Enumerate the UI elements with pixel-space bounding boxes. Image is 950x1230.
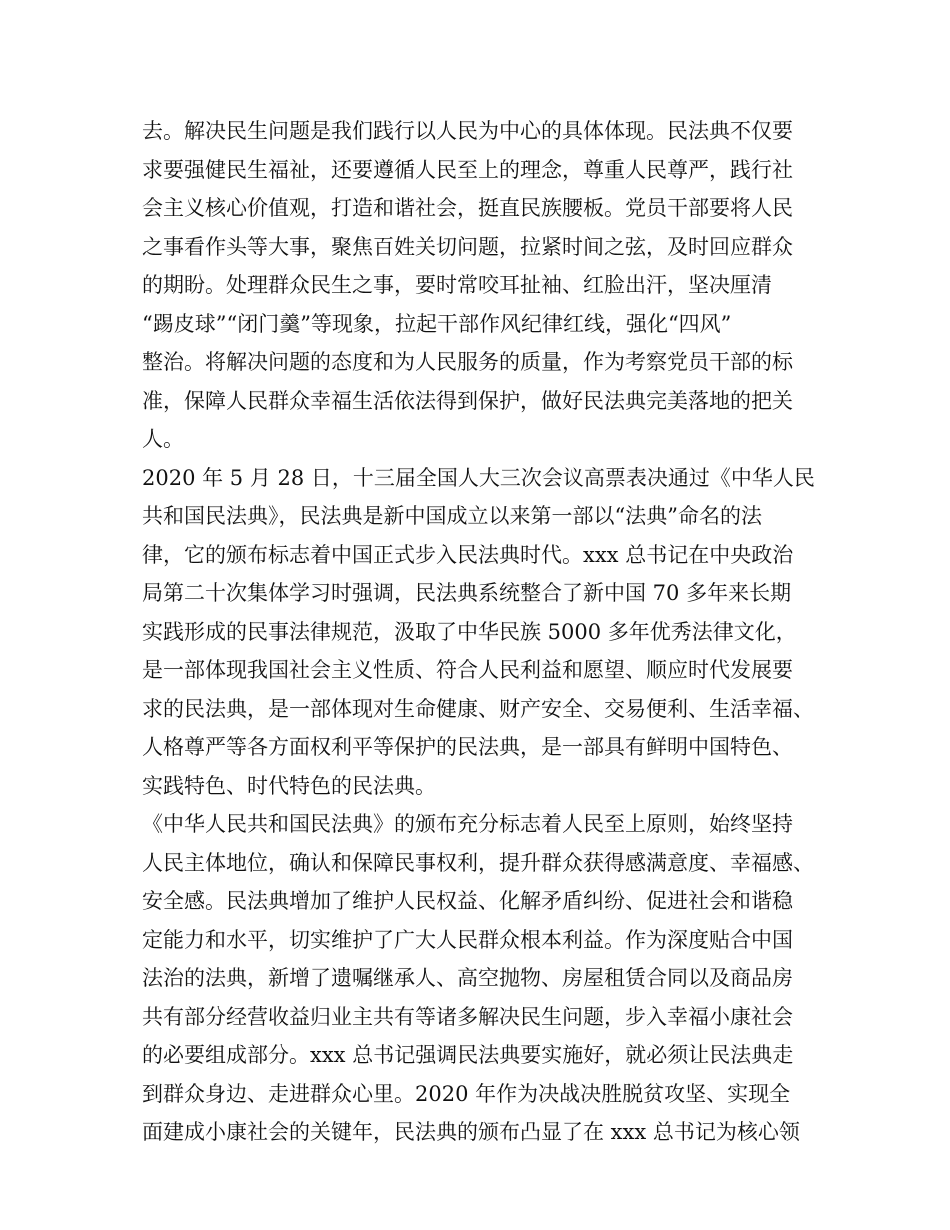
text-line: 《中华人民共和国民法典》的颁布充分标志着人民至上原则，始终坚持 — [142, 812, 793, 836]
text-line: 实践形成的民事法律规范，汲取了中华民族 5000 多年优秀法律文化， — [142, 619, 797, 644]
text-line: 是一部体现我国社会主义性质、符合人民利益和愿望、顺应时代发展要 — [142, 658, 793, 682]
text-line: 会主义核心价值观，打造和谐社会，挺直民族腰板。党员干部要将人民 — [142, 196, 793, 220]
text-line: 人格尊严等各方面权利平等保护的民法典，是一部具有鲜明中国特色、 — [142, 735, 793, 759]
text-line: 2020 年 5 月 28 日，十三届全国人大三次会议高票表决通过《中华人民 — [142, 465, 815, 490]
text-line: 律，它的颁布标志着中国正式步入民法典时代。xxx 总书记在中央政治 — [142, 542, 794, 567]
text-line: 人民主体地位，确认和保障民事权利，提升群众获得感满意度、幸福感、 — [142, 850, 814, 875]
text-line: 面建成小康社会的关键年，民法典的颁布凸显了在 xxx 总书记为核心领 — [142, 1120, 800, 1144]
text-line: 的必要组成部分。xxx 总书记强调民法典要实施好，就必须让民法典走 — [142, 1043, 794, 1067]
text-line: 局第二十次集体学习时强调，民法典系统整合了新中国 70 多年来长期 — [142, 581, 792, 605]
text-line: 之事看作头等大事，聚焦百姓关切问题，拉紧时间之弦，及时回应群众 — [142, 234, 793, 259]
text-line: 整治。将解决问题的态度和为人民服务的质量，作为考察党员干部的标 — [142, 350, 793, 374]
document-body — [142, 112, 822, 1152]
text-line: 到群众身边、走进群众心里。2020 年作为决战决胜脱贫攻坚、实现全 — [142, 1081, 791, 1106]
text-line: 人。 — [142, 427, 184, 451]
text-line: 共和国民法典》，民法典是新中国成立以来第一部以“法典”命名的法 — [142, 504, 762, 528]
text-line: 的期盼。处理群众民生之事，要时常咬耳扯袖、红脸出汗，坚决厘清 — [142, 273, 772, 297]
text-line: 安全感。民法典增加了维护人民权益、化解矛盾纠纷、促进社会和谐稳 — [142, 889, 793, 913]
text-line: 求要强健民生福祉，还要遵循人民至上的理念，尊重人民尊严，践行社 — [142, 157, 793, 182]
text-line: 去。解决民生问题是我们践行以人民为中心的具体体现。民法典不仅要 — [142, 119, 793, 143]
text-line: 法治的法典，新增了遗嘱继承人、高空抛物、房屋租赁合同以及商品房 — [142, 966, 793, 990]
text-line: 定能力和水平，切实维护了广大人民群众根本利益。作为深度贴合中国 — [142, 927, 793, 952]
text-line: 准，保障人民群众幸福生活依法得到保护，做好民法典完美落地的把关 — [142, 388, 793, 413]
text-line: 共有部分经营收益归业主共有等诸多解决民生问题，步入幸福小康社会 — [142, 1004, 793, 1029]
text-line: 实践特色、时代特色的民法典。 — [142, 773, 436, 798]
text-line: “踢皮球”“闭门羹”等现象，拉起干部作风纪律红线，强化“四风” — [142, 311, 732, 336]
text-line: 求的民法典，是一部体现对生命健康、财产安全、交易便利、生活幸福、 — [142, 696, 814, 721]
